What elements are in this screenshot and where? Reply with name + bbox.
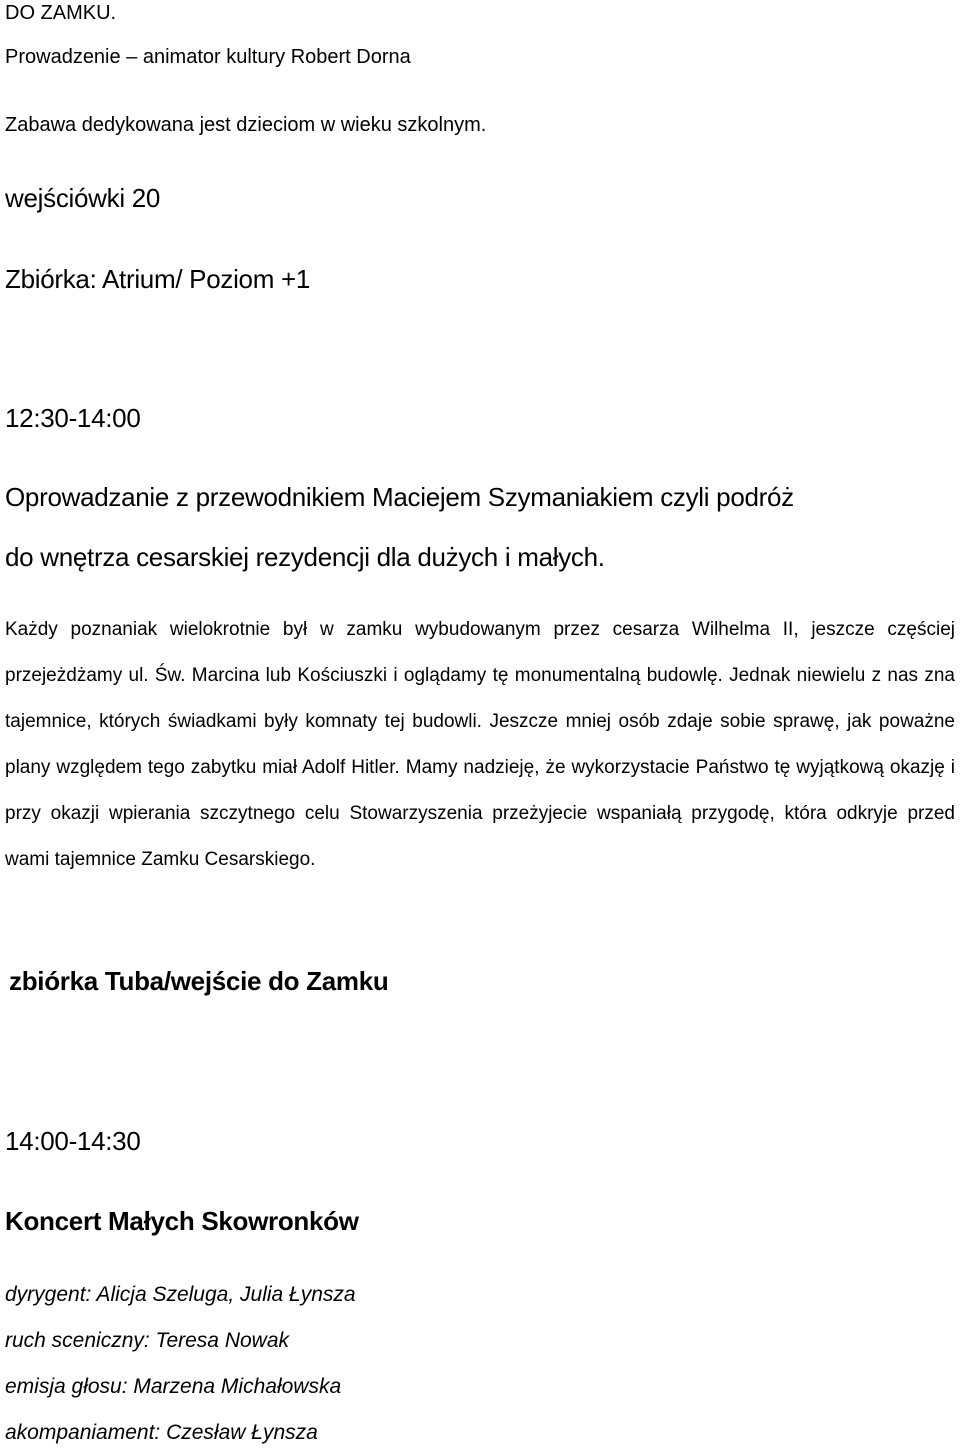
session-time-2: 14:00-14:30 (5, 1126, 141, 1156)
credit-accompaniment: akompaniament: Czesław Łynsza (5, 1421, 318, 1444)
meeting-point-line: Zbiórka: Atrium/ Poziom +1 (5, 264, 311, 294)
credit-stage-movement: ruch sceniczny: Teresa Nowak (5, 1329, 290, 1352)
session-time-1: 12:30-14:00 (5, 403, 141, 433)
credit-voice-training: emisja głosu: Marzena Michałowska (5, 1375, 342, 1398)
session-title-1-main: Oprowadzanie z przewodnikiem Maciejem Szymaniakiem (5, 482, 654, 512)
intro-audience: Zabawa dedykowana jest dzieciom w wieku szkolnym. (5, 114, 487, 136)
intro-host: Prowadzenie – animator kultury Robert Dorna (5, 46, 411, 68)
credit-conductor: dyrygent: Alicja Szeluga, Julia Łynsza (5, 1283, 356, 1306)
session-title-1-tail: czyli podróż (653, 482, 794, 512)
tickets-line: wejściówki 20 (5, 183, 161, 213)
session-title-1-line2: do wnętrza cesarskiej rezydencji dla dużych i małych. (5, 542, 605, 572)
concert-title: Koncert Małych Skowronków (5, 1206, 359, 1236)
session-title-1 (5, 482, 794, 513)
intro-title-tail: DO ZAMKU. (5, 2, 117, 24)
session-meeting-1: zbiórka Tuba/wejście do Zamku (9, 966, 389, 996)
session-description-1: Każdy poznaniak wielokrotnie był w zamku wybudowanym przez cesarza Wilhelma II, jeszcze częściej przejeżdżamy ul. Św. Marcina lub Kościuszki i oglądamy tę monumentalną budowlę. Jednak niewielu z nas zna tajemnice, których świadkami były komnaty tej budowli. Jeszcze mniej osób zdaje sobie sprawę, jak poważne plany względem tego zabytku miał Adolf Hitler. Mamy nadzieję, że wykorzystacie Państwo tę wyjątkową okazję i przy okazji wpierania szczytnego celu Stowarzyszenia przeżyjecie wspaniałą przygodę, która odkryje przed wami tajemnice Zamku Cesarskiego. (5, 619, 955, 870)
